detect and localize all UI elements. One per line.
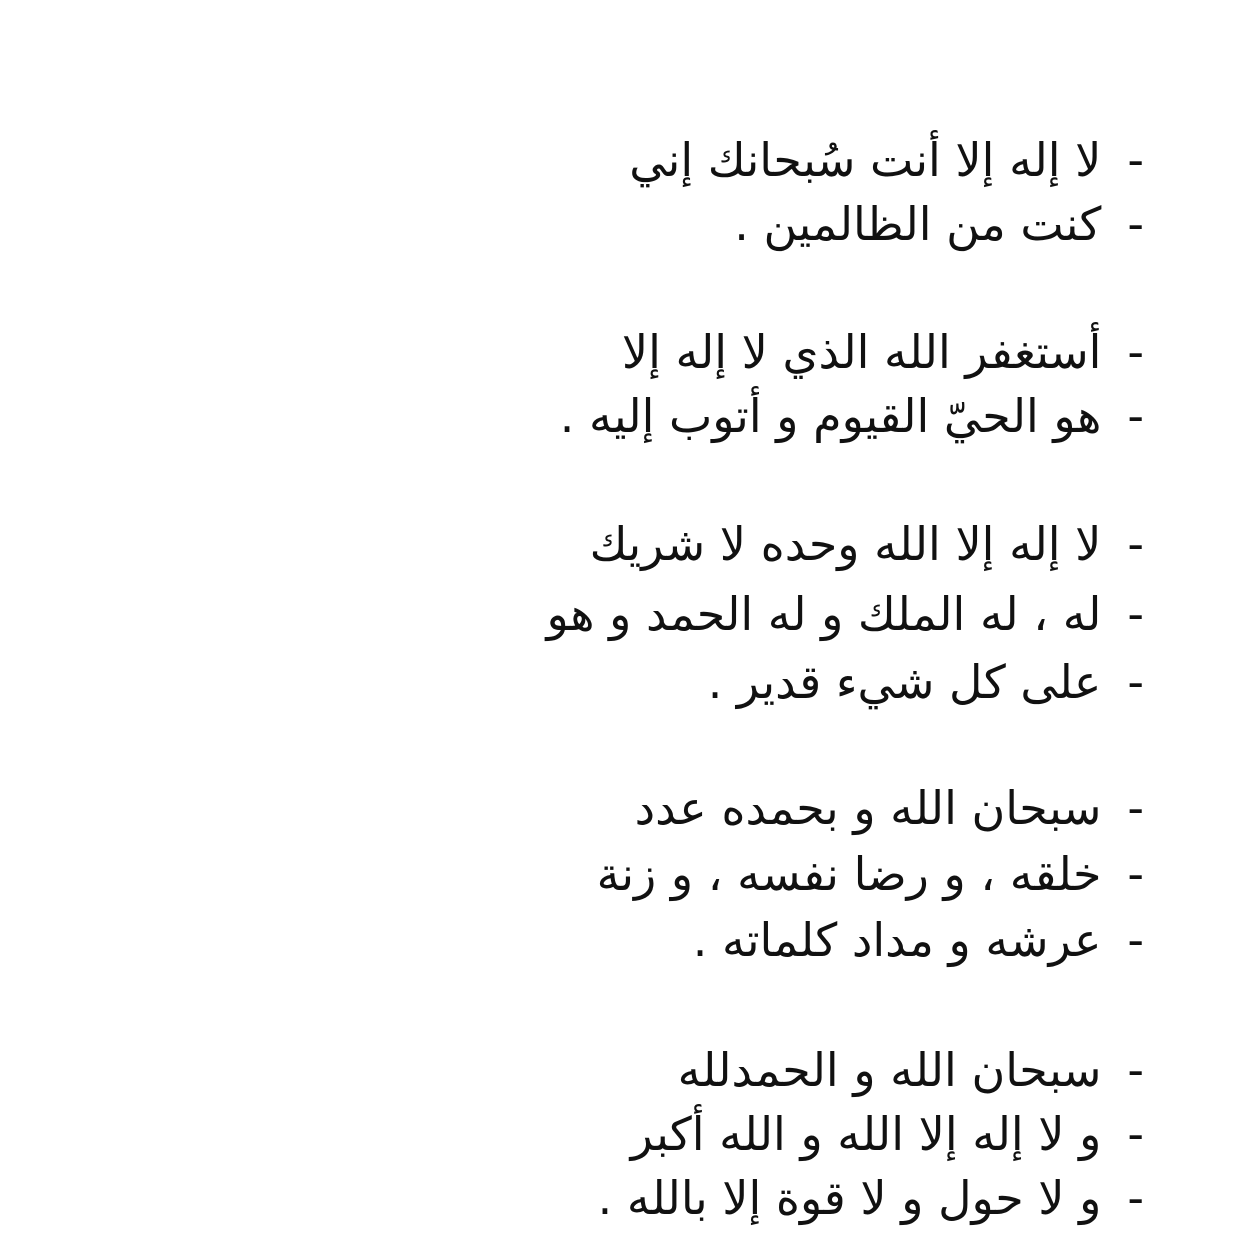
dua-line: [693, 910, 1144, 970]
line-text: كنت من الظالمين .: [734, 197, 1102, 251]
line-dash: -: [1127, 913, 1144, 967]
dua-line: [590, 514, 1144, 574]
line-dash: -: [1127, 1171, 1144, 1225]
line-dash: -: [1127, 781, 1144, 835]
line-dash: -: [1127, 517, 1144, 571]
line-text: هو الحيّ القيوم و أتوب إليه .: [559, 389, 1102, 443]
line-text: و لا حول و لا قوة إلا بالله .: [597, 1171, 1102, 1225]
line-dash: -: [1127, 847, 1144, 901]
line-text: لا إله إلا أنت سُبحانك إني: [629, 133, 1102, 187]
line-dash: -: [1127, 133, 1144, 187]
line-dash: -: [1127, 197, 1144, 251]
line-text: خلقه ، و رضا نفسه ، و زنة: [596, 847, 1102, 901]
line-text: لا إله إلا الله وحده لا شريك: [589, 517, 1102, 571]
dua-line: [598, 1168, 1144, 1228]
dua-line: [635, 778, 1144, 838]
line-dash: -: [1127, 389, 1144, 443]
line-text: عرشه و مداد كلماته .: [692, 913, 1102, 967]
dua-line: [629, 130, 1144, 190]
dua-line: [597, 844, 1144, 904]
line-dash: -: [1127, 1043, 1144, 1097]
dua-line: [631, 1104, 1144, 1164]
line-text: و لا إله إلا الله و الله أكبر: [630, 1107, 1102, 1161]
dua-line: [622, 322, 1144, 382]
dua-line: [546, 584, 1144, 644]
line-text: له ، له الملك و له الحمد و هو: [546, 587, 1102, 641]
line-text: على كل شيء قدير .: [707, 655, 1102, 709]
dua-line: [708, 652, 1144, 712]
line-dash: -: [1127, 325, 1144, 379]
dua-line: [734, 194, 1144, 254]
line-dash: -: [1127, 655, 1144, 709]
line-text: سبحان الله و الحمدلله: [677, 1043, 1102, 1097]
dua-line: [560, 386, 1144, 446]
line-dash: -: [1127, 1107, 1144, 1161]
dua-line: [678, 1040, 1144, 1100]
line-text: أستغفر الله الذي لا إله إلا: [621, 325, 1102, 379]
line-text: سبحان الله و بحمده عدد: [634, 781, 1102, 835]
line-dash: -: [1127, 587, 1144, 641]
